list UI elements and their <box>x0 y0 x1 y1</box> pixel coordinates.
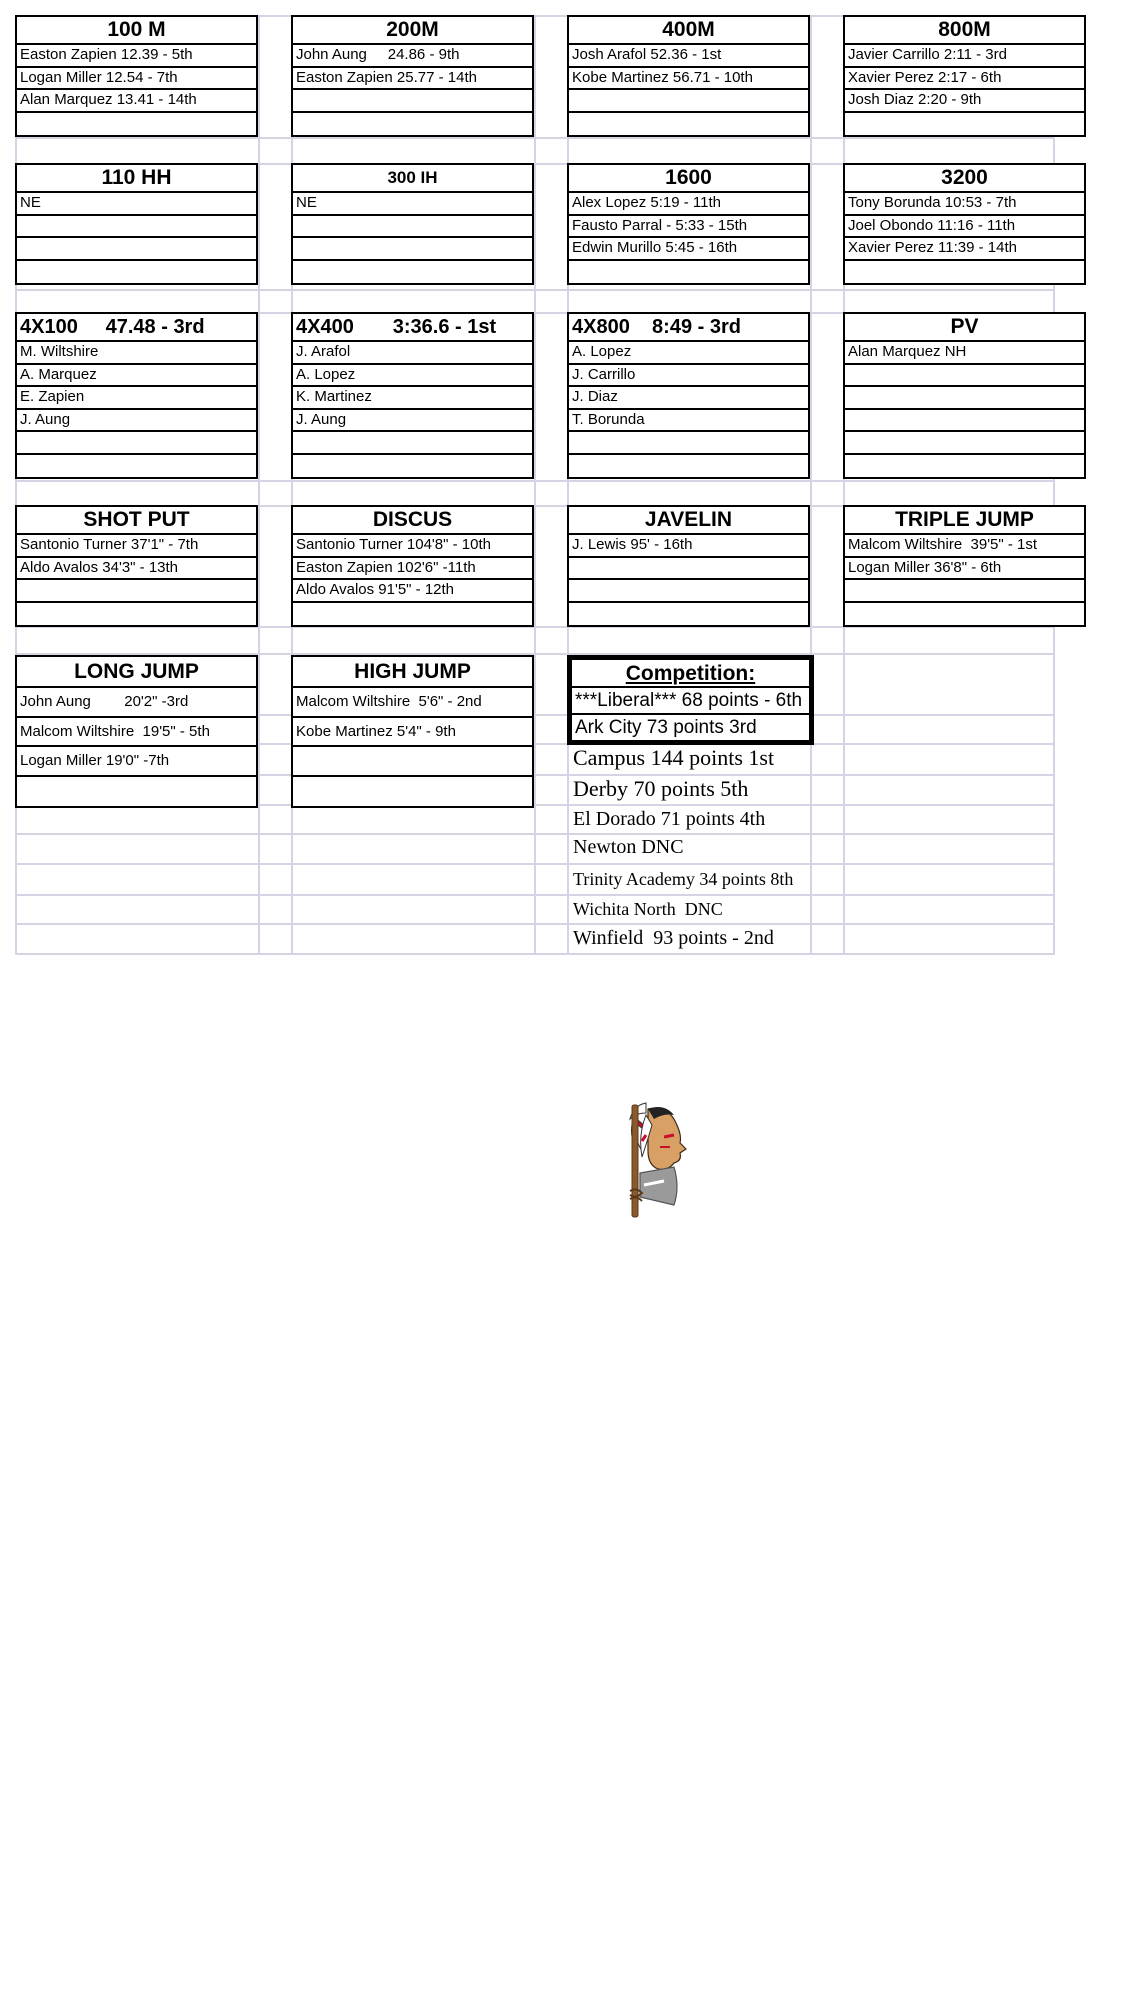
event-title: 4X400 3:36.6 - 1st <box>293 314 532 342</box>
event-result <box>845 580 1084 603</box>
event-title: 300 IH <box>293 165 532 193</box>
grid-line <box>15 15 17 955</box>
event-result <box>17 113 256 136</box>
event-box-4x100 <box>15 312 258 479</box>
grid-line <box>843 15 845 955</box>
event-result <box>17 603 256 626</box>
competition-team: Newton DNC <box>573 836 684 858</box>
event-result <box>845 410 1084 433</box>
event-result <box>293 455 532 478</box>
competition-title: Competition: <box>572 660 809 688</box>
event-result <box>17 580 256 603</box>
event-result: Joel Obondo 11:16 - 11th <box>845 216 1084 239</box>
event-title: SHOT PUT <box>17 507 256 535</box>
event-title: HIGH JUMP <box>293 657 532 688</box>
event-result <box>845 365 1084 388</box>
event-title: 110 HH <box>17 165 256 193</box>
event-box-high-jump <box>291 655 534 808</box>
event-result: J. Arafol <box>293 342 532 365</box>
event-title: 400M <box>569 17 808 45</box>
event-box-4x800 <box>567 312 810 479</box>
event-result: Easton Zapien 102'6" -11th <box>293 558 532 581</box>
competition-team: El Dorado 71 points 4th <box>573 808 766 830</box>
event-result: Kobe Martinez 5'4" - 9th <box>293 718 532 748</box>
event-result: E. Zapien <box>17 387 256 410</box>
event-result <box>569 90 808 113</box>
event-result: Xavier Perez 11:39 - 14th <box>845 238 1084 261</box>
event-result: J. Aung <box>17 410 256 433</box>
event-result: J. Diaz <box>569 387 808 410</box>
event-result <box>293 113 532 136</box>
event-result: John Aung 20'2" -3rd <box>17 688 256 718</box>
event-result: Malcom Wiltshire 5'6" - 2nd <box>293 688 532 718</box>
competition-team: Campus 144 points 1st <box>573 745 775 770</box>
event-title: 200M <box>293 17 532 45</box>
event-title: TRIPLE JUMP <box>845 507 1084 535</box>
competition-team: Ark City 73 points 3rd <box>575 717 757 738</box>
competition-team: Derby 70 points 5th <box>573 776 749 801</box>
event-result: M. Wiltshire <box>17 342 256 365</box>
event-box-long-jump <box>15 655 258 808</box>
event-result: Fausto Parral - 5:33 - 15th <box>569 216 808 239</box>
event-result: A. Lopez <box>293 365 532 388</box>
event-result: Tony Borunda 10:53 - 7th <box>845 193 1084 216</box>
event-box-pv <box>843 312 1086 479</box>
event-title: 1600 <box>569 165 808 193</box>
event-result <box>17 216 256 239</box>
event-result <box>293 238 532 261</box>
event-result: Alan Marquez 13.41 - 14th <box>17 90 256 113</box>
event-title: LONG JUMP <box>17 657 256 688</box>
event-result: J. Lewis 95' - 16th <box>569 535 808 558</box>
event-box-javelin <box>567 505 810 627</box>
event-result: Malcom Wiltshire 39'5" - 1st <box>845 535 1084 558</box>
event-result <box>293 261 532 284</box>
event-result <box>569 603 808 626</box>
event-result <box>845 113 1084 136</box>
event-box-110hh <box>15 163 258 285</box>
event-result: Santonio Turner 37'1" - 7th <box>17 535 256 558</box>
event-result <box>845 261 1084 284</box>
event-result: Javier Carrillo 2:11 - 3rd <box>845 45 1084 68</box>
event-result <box>845 455 1084 478</box>
event-title: 4X800 8:49 - 3rd <box>569 314 808 342</box>
event-title: 800M <box>845 17 1084 45</box>
event-result <box>293 216 532 239</box>
event-result: Edwin Murillo 5:45 - 16th <box>569 238 808 261</box>
event-result: Santonio Turner 104'8" - 10th <box>293 535 532 558</box>
event-result <box>293 432 532 455</box>
event-box-100m <box>15 15 258 137</box>
event-result <box>17 238 256 261</box>
event-box-1600 <box>567 163 810 285</box>
grid-line <box>810 15 812 955</box>
event-result <box>569 432 808 455</box>
event-result: J. Aung <box>293 410 532 433</box>
event-title: PV <box>845 314 1084 342</box>
competition-team: Trinity Academy 34 points 8th <box>573 869 794 889</box>
event-result: T. Borunda <box>569 410 808 433</box>
event-result: Easton Zapien 25.77 - 14th <box>293 68 532 91</box>
event-box-400m <box>567 15 810 137</box>
grid-line <box>258 15 260 955</box>
event-result: A. Lopez <box>569 342 808 365</box>
event-title: 100 M <box>17 17 256 45</box>
event-title: 4X100 47.48 - 3rd <box>17 314 256 342</box>
event-result: Alan Marquez NH <box>845 342 1084 365</box>
event-result: Malcom Wiltshire 19'5" - 5th <box>17 718 256 748</box>
event-result: Josh Diaz 2:20 - 9th <box>845 90 1084 113</box>
event-result <box>845 603 1084 626</box>
event-title: DISCUS <box>293 507 532 535</box>
event-result <box>569 455 808 478</box>
event-result: Aldo Avalos 34'3" - 13th <box>17 558 256 581</box>
event-result: NE <box>293 193 532 216</box>
event-result <box>845 387 1084 410</box>
event-result: Xavier Perez 2:17 - 6th <box>845 68 1084 91</box>
event-result: Easton Zapien 12.39 - 5th <box>17 45 256 68</box>
competition-team: ***Liberal*** 68 points - 6th <box>572 688 809 715</box>
competition-team: Winfield 93 points - 2nd <box>573 927 774 949</box>
event-box-300ih <box>291 163 534 285</box>
event-title: JAVELIN <box>569 507 808 535</box>
event-result: Alex Lopez 5:19 - 11th <box>569 193 808 216</box>
event-result <box>569 580 808 603</box>
competition-box <box>567 655 814 745</box>
event-result: J. Carrillo <box>569 365 808 388</box>
event-result <box>845 432 1084 455</box>
event-box-3200 <box>843 163 1086 285</box>
event-result: Logan Miller 12.54 - 7th <box>17 68 256 91</box>
event-box-200m <box>291 15 534 137</box>
event-result: Josh Arafol 52.36 - 1st <box>569 45 808 68</box>
event-result: Logan Miller 36'8" - 6th <box>845 558 1084 581</box>
event-box-triple-jump <box>843 505 1086 627</box>
event-result <box>17 261 256 284</box>
grid-line <box>1053 15 1055 955</box>
grid-line <box>291 15 293 955</box>
event-result: A. Marquez <box>17 365 256 388</box>
grid-line <box>534 15 536 955</box>
event-title: 3200 <box>845 165 1084 193</box>
event-box-4x400 <box>291 312 534 479</box>
event-result: Logan Miller 19'0" -7th <box>17 747 256 777</box>
event-result <box>569 261 808 284</box>
grid-line <box>567 15 569 955</box>
event-result <box>17 777 256 807</box>
event-result <box>293 777 532 807</box>
school-mascot-logo-icon <box>620 1095 692 1225</box>
event-result: Kobe Martinez 56.71 - 10th <box>569 68 808 91</box>
event-box-discus <box>291 505 534 627</box>
event-result <box>17 455 256 478</box>
event-result <box>293 747 532 777</box>
event-result: K. Martinez <box>293 387 532 410</box>
event-result <box>293 603 532 626</box>
event-result <box>569 113 808 136</box>
event-box-shot-put <box>15 505 258 627</box>
event-result <box>17 432 256 455</box>
event-result <box>569 558 808 581</box>
event-result <box>293 90 532 113</box>
competition-team: Wichita North DNC <box>573 899 723 919</box>
event-result: John Aung 24.86 - 9th <box>293 45 532 68</box>
event-box-800m <box>843 15 1086 137</box>
event-result: NE <box>17 193 256 216</box>
event-result: Aldo Avalos 91'5" - 12th <box>293 580 532 603</box>
